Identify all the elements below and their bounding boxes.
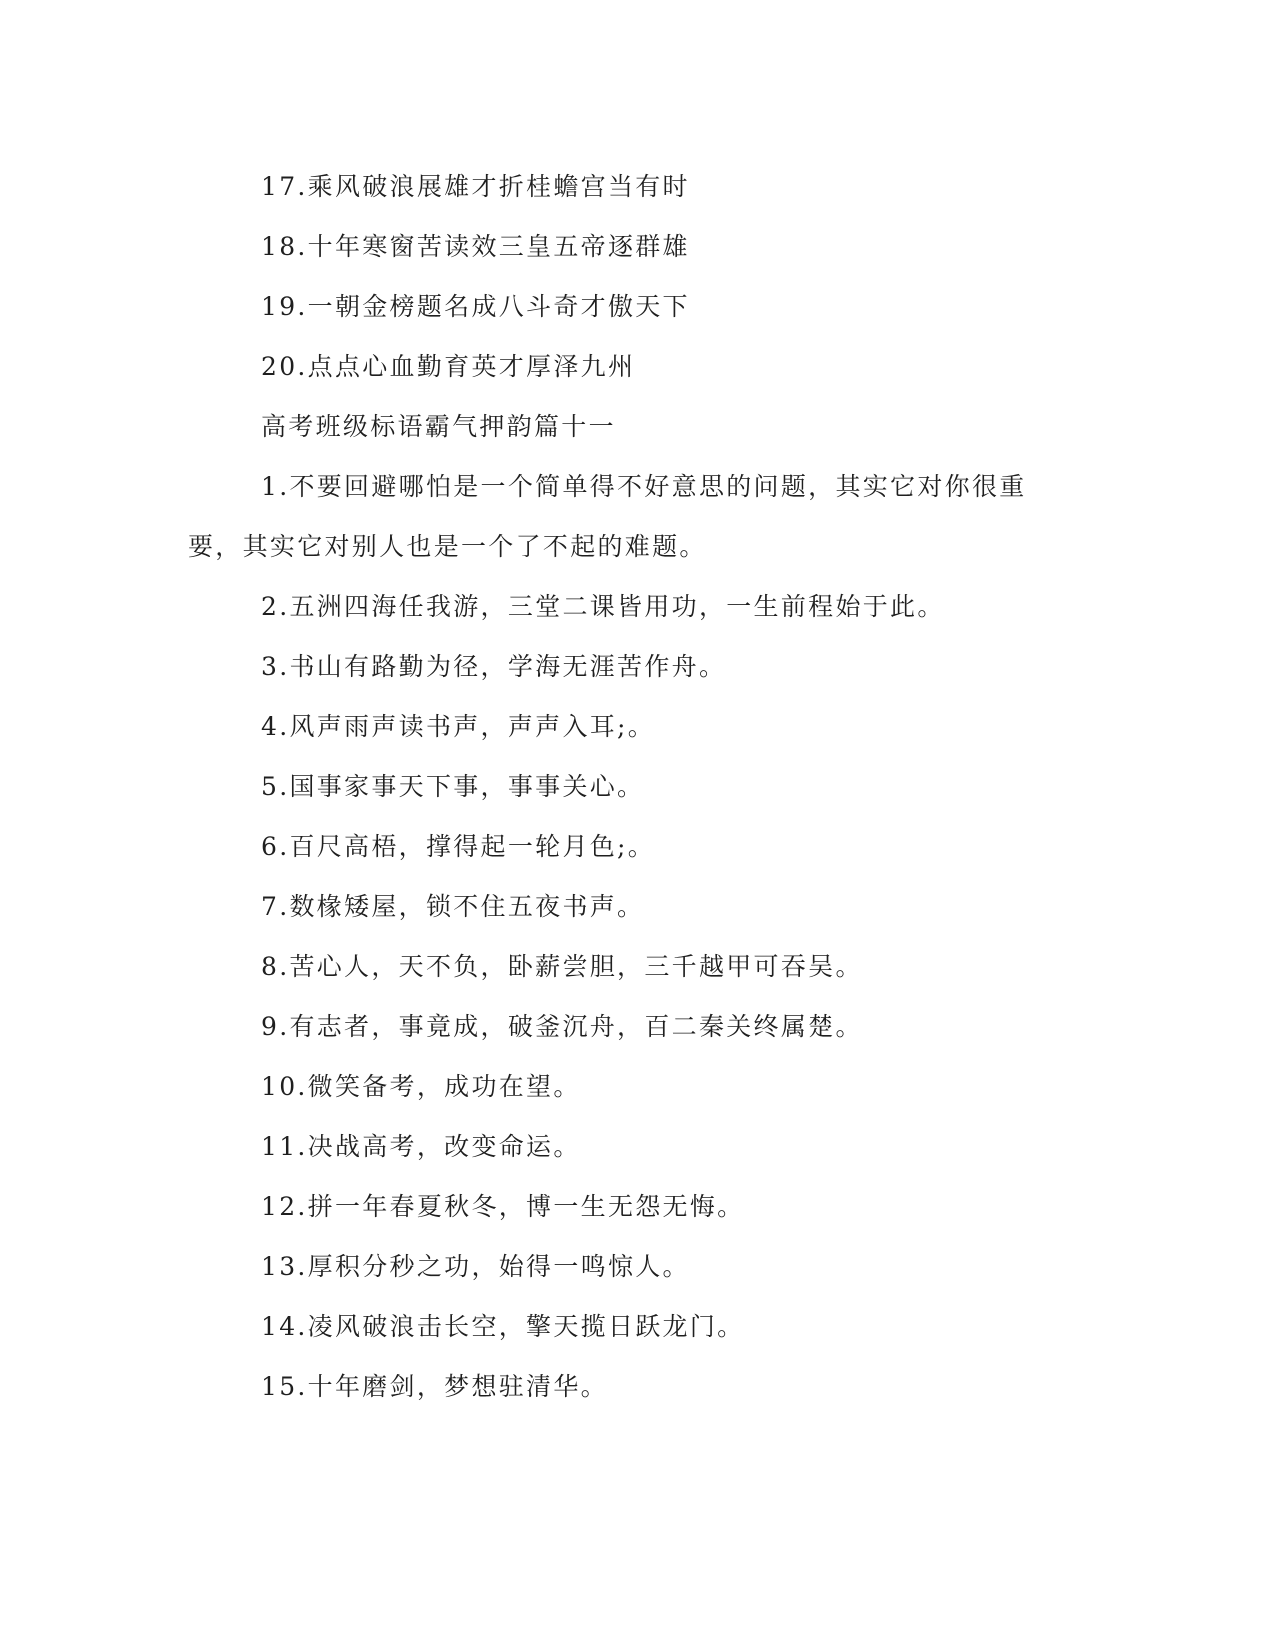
slogan-line: 11.决战高考，改变命运。 <box>261 1132 581 1161</box>
slogan-line: 15.十年磨剑，梦想驻清华。 <box>261 1372 608 1401</box>
document-body <box>188 157 1068 1417</box>
slogan-line: 4.风声雨声读书声，声声入耳;。 <box>261 712 656 741</box>
slogan-line: 3.书山有路勤为径，学海无涯苦作舟。 <box>261 652 727 681</box>
slogan-line: 1.不要回避哪怕是一个简单得不好意思的问题，其实它对你很重要，其实它对别人也是一个了不起的难题。 <box>188 472 1027 561</box>
slogan-line: 17.乘风破浪展雄才折桂蟾宫当有时 <box>261 172 690 201</box>
slogan-line: 18.十年寒窗苦读效三皇五帝逐群雄 <box>261 232 690 261</box>
slogan-line: 14.凌风破浪击长空，擎天揽日跃龙门。 <box>261 1312 745 1341</box>
slogan-line: 13.厚积分秒之功，始得一鸣惊人。 <box>261 1252 690 1281</box>
slogan-line: 7.数椽矮屋，锁不住五夜书声。 <box>261 892 645 921</box>
slogan-line: 10.微笑备考，成功在望。 <box>261 1072 581 1101</box>
slogan-line: 12.拼一年春夏秋冬，博一生无怨无悔。 <box>261 1192 745 1221</box>
section-heading: 高考班级标语霸气押韵篇十一 <box>261 412 616 441</box>
slogan-line: 6.百尺高梧，撑得起一轮月色;。 <box>261 832 656 861</box>
slogan-line: 20.点点心血勤育英才厚泽九州 <box>261 352 636 381</box>
slogan-line: 8.苦心人，天不负，卧薪尝胆，三千越甲可吞吴。 <box>261 952 863 981</box>
slogan-line: 9.有志者，事竟成，破釜沉舟，百二秦关终属楚。 <box>261 1012 863 1041</box>
slogan-line: 5.国事家事天下事，事事关心。 <box>261 772 645 801</box>
slogan-line: 19.一朝金榜题名成八斗奇才傲天下 <box>261 292 690 321</box>
slogan-line: 2.五洲四海任我游，三堂二课皆用功，一生前程始于此。 <box>261 592 945 621</box>
